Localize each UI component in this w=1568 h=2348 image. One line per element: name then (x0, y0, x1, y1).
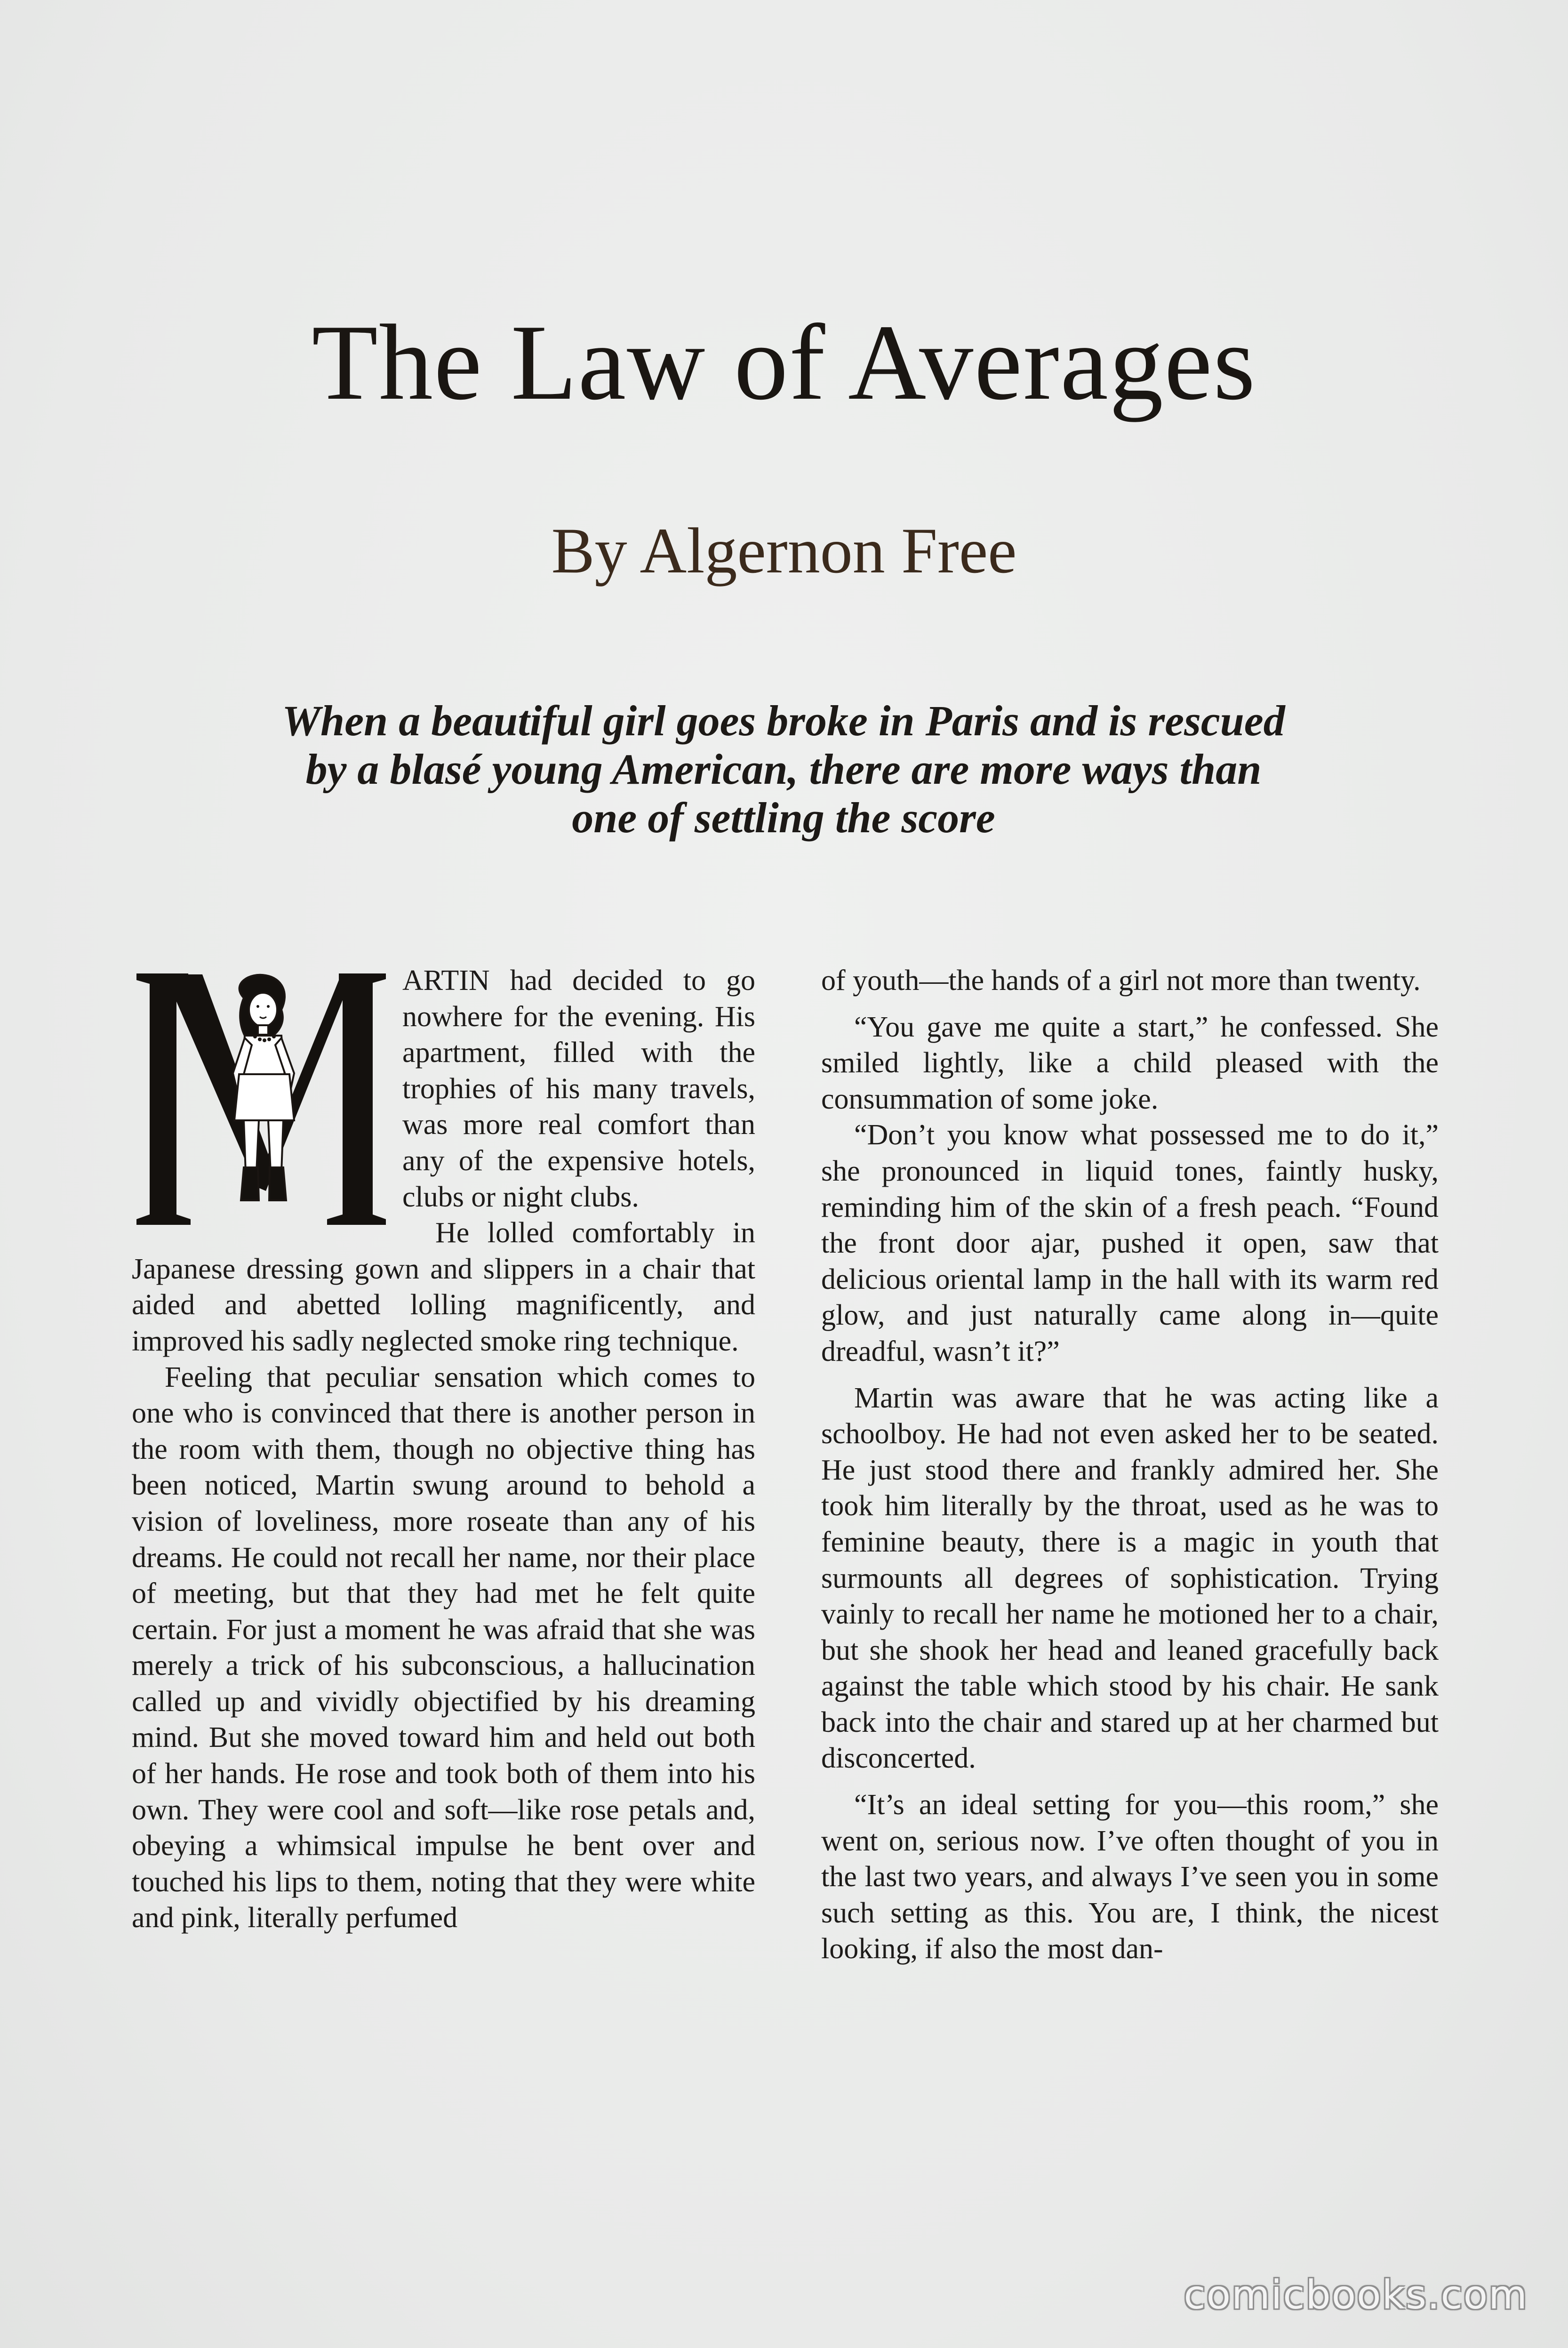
article-deck (179, 697, 1388, 842)
paragraph: He lolled comfortably in Japanese dressing gown and slippers in a chair that aided and abetted lolling magnificently, and improved his sadly neglected smoke ring technique. (132, 1217, 755, 1357)
left-column (132, 963, 755, 1936)
article-byline: By Algernon Free (551, 515, 1017, 587)
paragraph: “You gave me quite a start,” he confessed. She smiled lightly, like a child pleased with the consummation of some joke. (821, 1011, 1439, 1115)
deck-line: one of settling the score (572, 794, 995, 842)
deck-line: When a beautiful girl goes broke in Paris and is rescued (282, 697, 1285, 745)
paragraph: Feeling that peculiar sensation which comes to one who is convinced that there is another person in the room with them, though no objective thing has been noticed, Martin swung around to behold a vision of loveliness, more roseate than any of his dreams. He could not recall her name, nor their place of meeting, but that they had met he felt quite certain. For just a moment he was afraid that she was merely a trick of his subconscious, a hallucination called up and vividly objectified by his dreaming mind. But she moved toward him and held out both of her hands. He rose and took both of them into his own. They were cool and soft—like rose petals and, obeying a whimsical impulse he bent over and touched his lips to them, noting that they were white and pink, literally perfumed (132, 1361, 755, 1934)
right-column (821, 963, 1439, 1967)
paragraph: ARTIN had decided to go nowhere for the evening. His apartment, filled with the trophies of his many travels, was more real comfort than any of the expensive hotels, clubs or night clubs. (402, 965, 755, 1213)
drop-cap-m-with-girl-icon (132, 965, 388, 1233)
paragraph: Martin was aware that he was acting like a schoolboy. He had not even asked her to be seated. He just stood there and frankly admired her. She took him literally by the throat, used as he was to feminine beauty, there is a magic in youth that surmounts all degrees of sophistication. Trying vainly to recall her name he motioned her to a chair, but she shook her head and leaned gracefully back against the table which stood by his chair. He sank back into the chair and stared up at her charmed but disconcerted. (821, 1382, 1439, 1775)
deck-line: by a blasé young American, there are more ways than (305, 745, 1262, 793)
article-title: The Law of Averages (312, 302, 1256, 422)
watermark: comicbooks.com (1184, 2272, 1528, 2318)
paragraph: “Don’t you know what possessed me to do it,” she pronounced in liquid tones, faintly husky, reminding him of the skin of a fresh peach. “Found the front door ajar, pushed it open, saw that delicious oriental lamp in the hall with its warm red glow, and just naturally came along in—quite dreadful, wasn’t it?” (821, 1119, 1439, 1367)
paragraph: “It’s an ideal setting for you—this room,” she went on, serious now. I’ve often thought of you in the last two years, and always I’ve seen you in some such setting as this. You are, I think, the nicest looking, if also the most dan- (821, 1789, 1439, 1965)
drop-cap-illustration (132, 965, 388, 1233)
paragraph: of youth—the hands of a girl not more than twenty. (821, 965, 1421, 997)
